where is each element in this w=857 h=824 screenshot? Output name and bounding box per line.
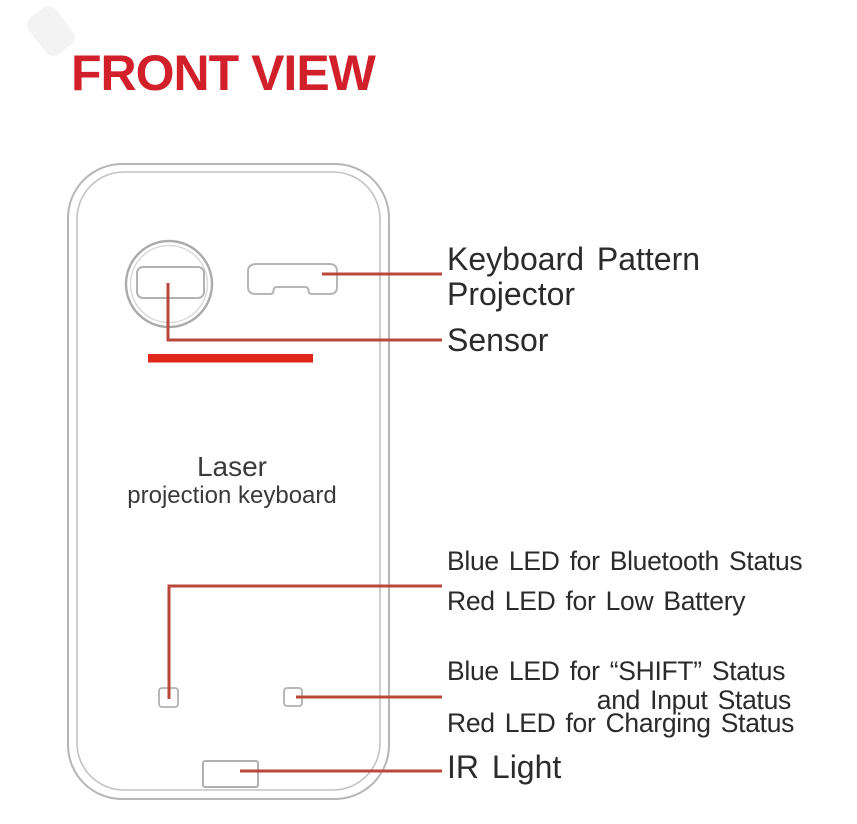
callout-shift-led-line3: Red LED for Charging Status <box>447 708 795 738</box>
ir-light-window <box>203 761 258 787</box>
callout-projector-line1: Keyboard Pattern <box>447 241 701 277</box>
device-name-line1: Laser <box>196 451 268 482</box>
callout-sensor: Sensor <box>447 322 549 358</box>
sensor-window <box>137 267 204 298</box>
callout-bluetooth-led-line1: Blue LED for Bluetooth Status <box>447 546 803 576</box>
callout-ir-light: IR Light <box>447 749 562 785</box>
page-title: FRONT VIEW <box>71 45 375 101</box>
callout-projector <box>447 242 700 312</box>
device-name <box>118 452 346 509</box>
callout-projector-line2: Projector <box>447 276 576 312</box>
callout-bluetooth-led-line2: Red LED for Low Battery <box>447 586 746 616</box>
device-name-line2: projection keyboard <box>127 482 337 509</box>
laser-beam-bar <box>148 354 313 363</box>
callout-shift-led-line2: and Input Status <box>596 685 791 715</box>
projector-slot <box>248 264 337 294</box>
leader-bluetooth-led <box>169 586 442 699</box>
callout-shift-led-line1: Blue LED for “SHIFT” Status <box>447 656 786 686</box>
leader-sensor <box>168 283 442 340</box>
